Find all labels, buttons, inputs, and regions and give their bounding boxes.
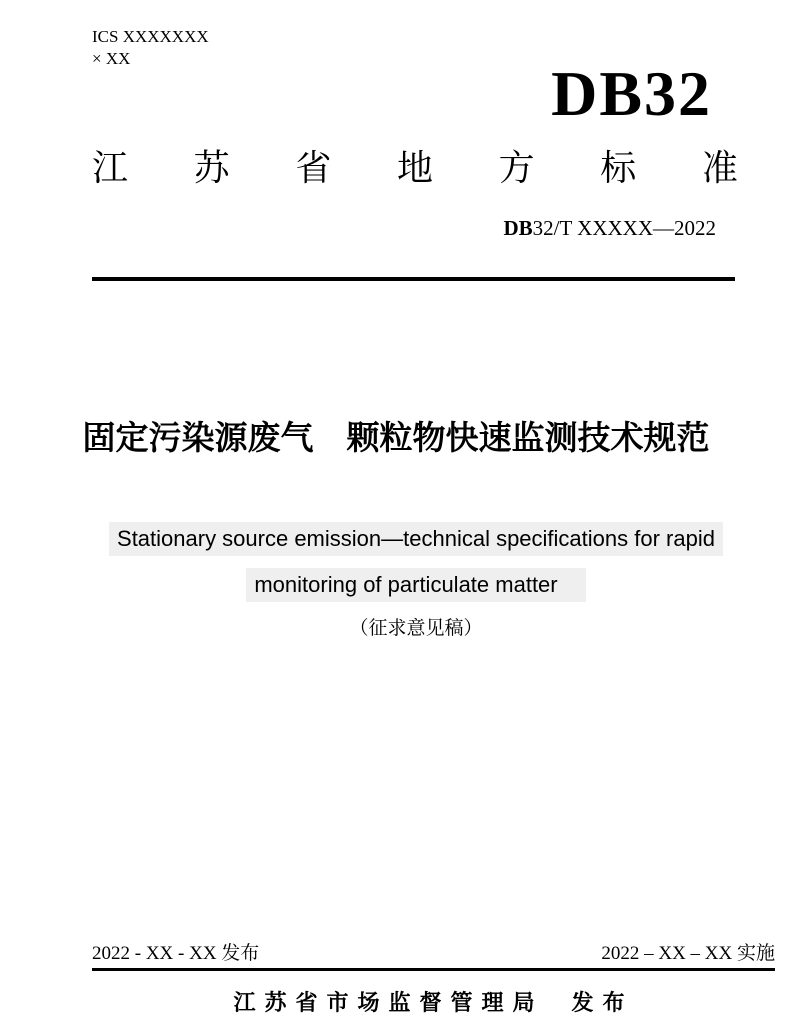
standard-type-char: 苏 [193, 148, 230, 188]
standard-type-char: 地 [396, 148, 433, 188]
dates-row [92, 941, 775, 967]
title-english-line2: monitoring of particulate matter [246, 568, 585, 602]
standard-type-char: 江 [92, 148, 129, 188]
standard-number-rest: 32/T XXXXX—2022 [532, 216, 716, 240]
issue-date: 2022 - XX - XX 发布 [92, 943, 260, 964]
standard-type-char: 省 [295, 148, 332, 188]
title-english-line1: Stationary source emission—technical specifications for rapid [109, 522, 723, 556]
standard-type-heading [92, 146, 738, 190]
classification-codes [92, 26, 209, 70]
title-english-line1-wrap [92, 522, 740, 556]
draft-note: （征求意见稿） [349, 618, 483, 639]
standard-type-char: 标 [600, 148, 637, 188]
ccs-code: × XX [92, 49, 131, 68]
ics-code: ICS XXXXXXX [92, 27, 209, 46]
standard-type-char: 方 [498, 148, 535, 188]
footer-rule [92, 968, 775, 971]
standard-number [503, 214, 716, 242]
title-english [92, 522, 740, 614]
header-rule [92, 277, 735, 281]
title-chinese: 固定污染源废气 颗粒物快速监测技术规范 [82, 419, 710, 456]
publisher-row [92, 988, 775, 1018]
publisher-name: 江苏省市场监督管理局 [233, 990, 544, 1015]
standard-number-prefix: DB [503, 216, 533, 240]
db32-logo: DB32 [551, 58, 712, 129]
title-english-line2-wrap [92, 568, 740, 602]
standard-type-char: 准 [701, 148, 738, 188]
implement-date: 2022 – XX – XX 实施 [601, 943, 775, 964]
publish-label: 发布 [571, 990, 634, 1015]
